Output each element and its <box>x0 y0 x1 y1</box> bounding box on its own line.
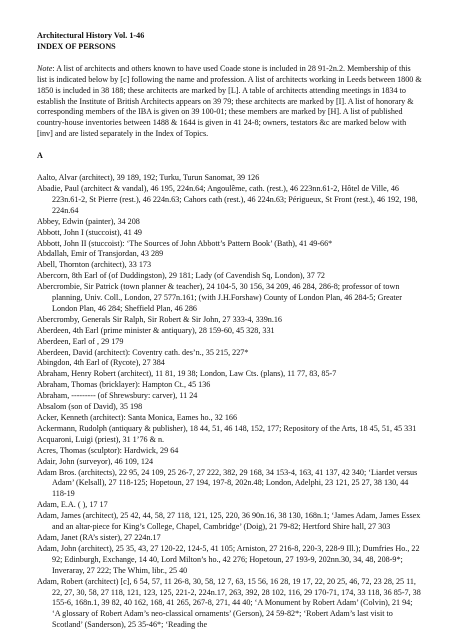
index-entry: Abercorn, 8th Earl of (of Duddingston), 29 181; Lady (of Cavendish Sq, London), 37 72 <box>37 271 325 281</box>
index-entry: Abraham, --------- (of Shrewsbury: carver), 11 24 <box>37 391 198 401</box>
index-entry: Aberdeen, Earl of , 29 179 <box>37 336 124 346</box>
note-text: : A list of architects and others known to have used Coade stone is included in 28 91-2n.2. Membership of this list is indicated below by [c] following the name and profession. A list of architects working in Leeds between 1800 & 1850 is included in 38 188; these architects are marked by [L]. A table of architects attending meetings in 1834 to establish the Institute of British Architects appears on 39 79; these architects are marked by [I]. A list of honorary & corresponding members of the IBA is given on 39 100-01; these members are marked by [H]. A list of published country-house inventories between 1488 & 1644 is given in 41 24-8; owners, testators &c are marked below with [inv] and are listed separately in the Index of Topics. <box>37 63 422 139</box>
index-entry: Acquaroni, Luigi (priest), 31 1’76 & n. <box>37 434 165 444</box>
index-entry: Abbott, John II (stuccoist): ‘The Sources of John Abbott’s Pattern Book’ (Bath), 41 49-66* <box>37 238 333 248</box>
index-entry: Abraham, Thomas (bricklayer): Hampton Ct., 45 136 <box>37 380 211 390</box>
index-entry: Adam Bros. (architects), 22 95, 24 109, 25 26-7, 27 222, 382, 29 168, 34 153-4, 163, 41 137, 42 340; ‘Liardet versus Adam’ (Kelsall), 27 118-125; Hopetoun, 27 194, 197-8, 202n.48; London, Adelphi, 23 121, 25 27, 38 130, 44 118-19 <box>37 467 418 499</box>
index-entry: Absalom (son of David), 35 198 <box>37 402 143 412</box>
index-entry: Aalto, Alvar (architect), 39 189, 192; Turku, Turun Sanomat, 39 126 <box>37 173 260 183</box>
index-entry: Abbott, John I (stuccoist), 41 49 <box>37 227 142 237</box>
note-paragraph <box>37 64 422 140</box>
index-entry: Aberdeen, David (architect): Coventry cath. des’n., 35 215, 227* <box>37 347 249 357</box>
index-entry: Abdallah, Emir of Transjordan, 43 289 <box>37 249 164 259</box>
index-entry: Adam, Janet (RA’s sister), 27 224n.17 <box>37 532 161 542</box>
note-label: Note <box>37 63 53 73</box>
index-entry: Abraham, Henry Robert (architect), 11 81, 19 38; London, Law Cts. (plans), 11 77, 83, 85-7 <box>37 369 337 379</box>
index-entries <box>37 173 422 631</box>
index-entry: Adair, John (surveyor), 46 109, 124 <box>37 456 154 466</box>
index-title: INDEX OF PERSONS <box>37 41 116 51</box>
index-entry: Abadie, Paul (architect & vandal), 46 195, 224n.64; Angoulême, cath. (rest.), 46 223nn.61-2, Hôtel de Ville, 46 223n.61-2, St Pierre (rest.), 46 224n.63; Cahors cath (rest.), 46 224n.63; Périgueux, St Front (rest.), 46 192, 198, 224n.64 <box>37 183 418 215</box>
index-entry: Adam, Robert (architect) [c], 6 54, 57, 11 26-8, 30, 58, 12 7, 63, 15 56, 16 28, 19 17, 22, 20 25, 46, 72, 23 28, 25 11, 22, 27, 30, 58, 27 118, 121, 123, 125, 221-2, 224n.17, 263, 392, 28 102, 116, 29 170-71, 174, 33 118, 36 85-7, 38 155-6, 168n.1, 39 82, 40 162, 168, 41 265, 267-8, 271, 44 40; ‘A Monument by Robert Adam’ (Colvin), 21 94; ‘A glossary of Robert Adam’s neo-classical ornaments’ (Gerson), 24 59-82*; ‘Robert Adam’s last visit to Scotland’ (Sanderson), 25 35-46*; ‘Reading the <box>37 576 421 630</box>
index-entry: Aberdeen, 4th Earl (prime minister & antiquary), 28 159-60, 45 328, 331 <box>37 325 275 335</box>
index-entry: Acker, Kenneth (architect): Santa Monica, Eames ho., 32 166 <box>37 413 238 422</box>
index-entry: Abercrombie, Sir Patrick (town planner & teacher), 24 104-5, 30 156, 34 209, 46 284, 286-8; professor of town planning, Univ. Coll., London, 27 577n.161; (with J.H.Forshaw) County of London Plan, 46 284-5; Greater London Plan, 46 284; Sheffield Plan, 46 286 <box>37 282 402 313</box>
index-entry: Adam, E.A. ( ), 17 17 <box>37 500 108 510</box>
index-entry: Adam, James (architect), 25 42, 44, 58, 27 118, 121, 125, 220, 36 90n.16, 38 130, 168n.1; ‘James Adam, James Essex and an altar-piece for King’s College, Chapel, Cambridge’ (Doig), 21 79-82; Hertford Shire hall, 27 303 <box>37 511 421 532</box>
index-entry: Abbey, Edwin (painter), 34 208 <box>37 216 140 226</box>
index-entry: Ackermann, Rudolph (antiquary & publisher), 18 44, 51, 46 148, 152, 177; Repository of the Arts, 18 45, 51, 45 331 <box>37 423 417 433</box>
index-entry: Adam, John (architect), 25 35, 43, 27 120-22, 124-5, 41 105; Arniston, 27 216-8, 220-3, 228-9 Ill.); Dumfries Ho., 22 92; Edinburgh, Exchange, 14 40, Lord Milton’s ho., 42 276; Hopetoun, 27 193-9, 202nn.30, 34, 48, 208-9*; Inveraray, 27 222; The Whim, libr., 25 40 <box>37 543 420 575</box>
section-letter: A <box>37 151 43 161</box>
volume-title: Architectural History Vol. 1-46 <box>37 31 145 40</box>
index-entry: Abell, Thornton (architect), 33 173 <box>37 260 152 270</box>
index-entry: Abercromby, Generals Sir Ralph, Sir Robert & Sir John, 27 333-4, 339n.16 <box>37 314 282 324</box>
index-entry: Acres, Thomas (sculptor): Hardwick, 29 64 <box>37 445 179 455</box>
index-entry: Abingdon, 4th Earl of (Rycote), 27 384 <box>37 358 165 368</box>
